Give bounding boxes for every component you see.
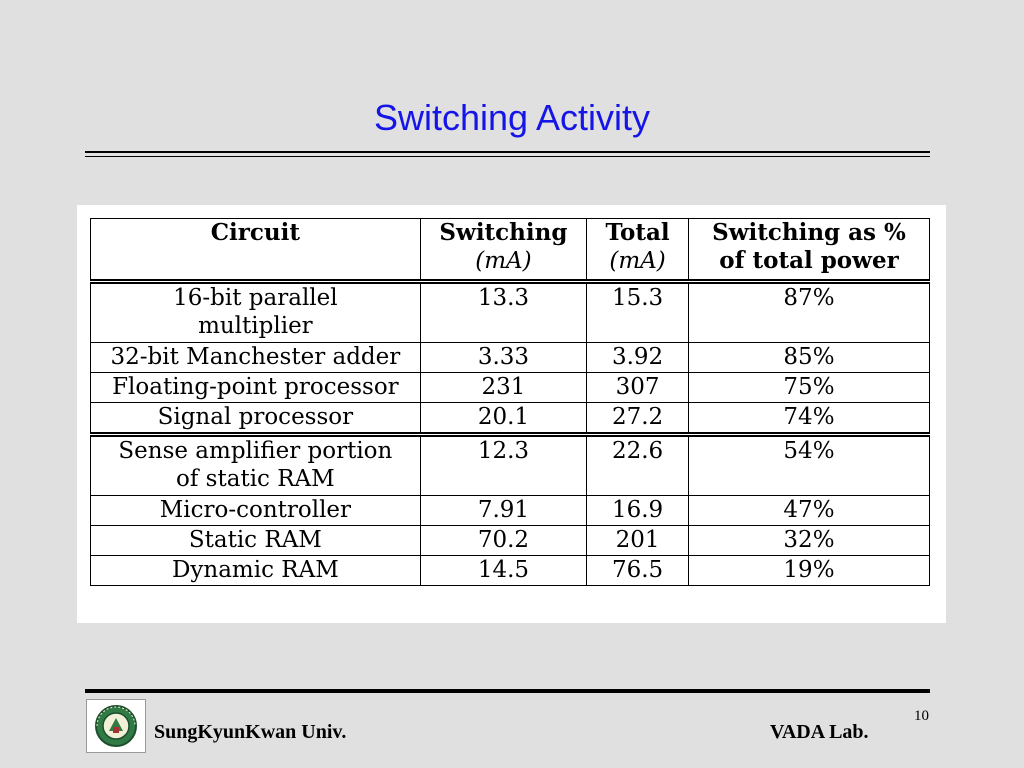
cell-circuit: Static RAM <box>91 526 421 556</box>
cell-switching-percent: 19% <box>688 556 929 586</box>
cell-total: 22.6 <box>587 435 689 496</box>
table-row <box>91 496 930 526</box>
cell-total: 307 <box>587 373 689 403</box>
switching-activity-table <box>90 218 930 586</box>
university-seal-icon <box>86 699 146 753</box>
footer-divider <box>85 689 930 693</box>
cell-circuit: Floating-point processor <box>91 373 421 403</box>
cell-circuit: Dynamic RAM <box>91 556 421 586</box>
cell-total: 15.3 <box>587 282 689 343</box>
cell-switching-percent: 87% <box>688 282 929 343</box>
cell-switching-percent: 74% <box>688 403 929 435</box>
cell-switching-percent: 47% <box>688 496 929 526</box>
table-panel <box>77 205 946 623</box>
page-number: 10 <box>914 708 929 724</box>
cell-circuit: Micro-controller <box>91 496 421 526</box>
cell-total: 76.5 <box>587 556 689 586</box>
table-row <box>91 373 930 403</box>
cell-total: 16.9 <box>587 496 689 526</box>
cell-circuit: Sense amplifier portion of static RAM <box>91 435 421 496</box>
cell-switching: 12.3 <box>420 435 586 496</box>
cell-switching-percent: 32% <box>688 526 929 556</box>
table-row <box>91 403 930 435</box>
header-total: Total (mA) <box>587 219 689 282</box>
cell-switching: 7.91 <box>420 496 586 526</box>
footer-university: SungKyunKwan Univ. <box>154 721 347 743</box>
title-divider <box>85 151 930 153</box>
cell-circuit: 32-bit Manchester adder <box>91 343 421 373</box>
table-body <box>91 282 930 586</box>
cell-circuit: 16-bit parallel multiplier <box>91 282 421 343</box>
table-row <box>91 435 930 496</box>
table-row <box>91 526 930 556</box>
cell-total: 201 <box>587 526 689 556</box>
cell-total: 3.92 <box>587 343 689 373</box>
cell-switching: 14.5 <box>420 556 586 586</box>
header-switching-unit: (mA) <box>475 248 532 274</box>
cell-switching: 13.3 <box>420 282 586 343</box>
header-circuit: Circuit <box>91 219 421 282</box>
footer-lab: VADA Lab. <box>770 721 869 743</box>
cell-switching-percent: 85% <box>688 343 929 373</box>
cell-circuit: Signal processor <box>91 403 421 435</box>
cell-switching-percent: 54% <box>688 435 929 496</box>
header-switching-percent: Switching as % of total power <box>688 219 929 282</box>
cell-switching: 70.2 <box>420 526 586 556</box>
table-row <box>91 556 930 586</box>
header-total-unit: (mA) <box>609 248 666 274</box>
cell-switching: 20.1 <box>420 403 586 435</box>
table-header-row <box>91 219 930 282</box>
slide-title: Switching Activity <box>373 97 651 138</box>
header-switching: Switching (mA) <box>420 219 586 282</box>
table-row <box>91 282 930 343</box>
cell-switching: 3.33 <box>420 343 586 373</box>
cell-total: 27.2 <box>587 403 689 435</box>
cell-switching: 231 <box>420 373 586 403</box>
table-row <box>91 343 930 373</box>
title-divider-thin <box>85 156 930 157</box>
cell-switching-percent: 75% <box>688 373 929 403</box>
